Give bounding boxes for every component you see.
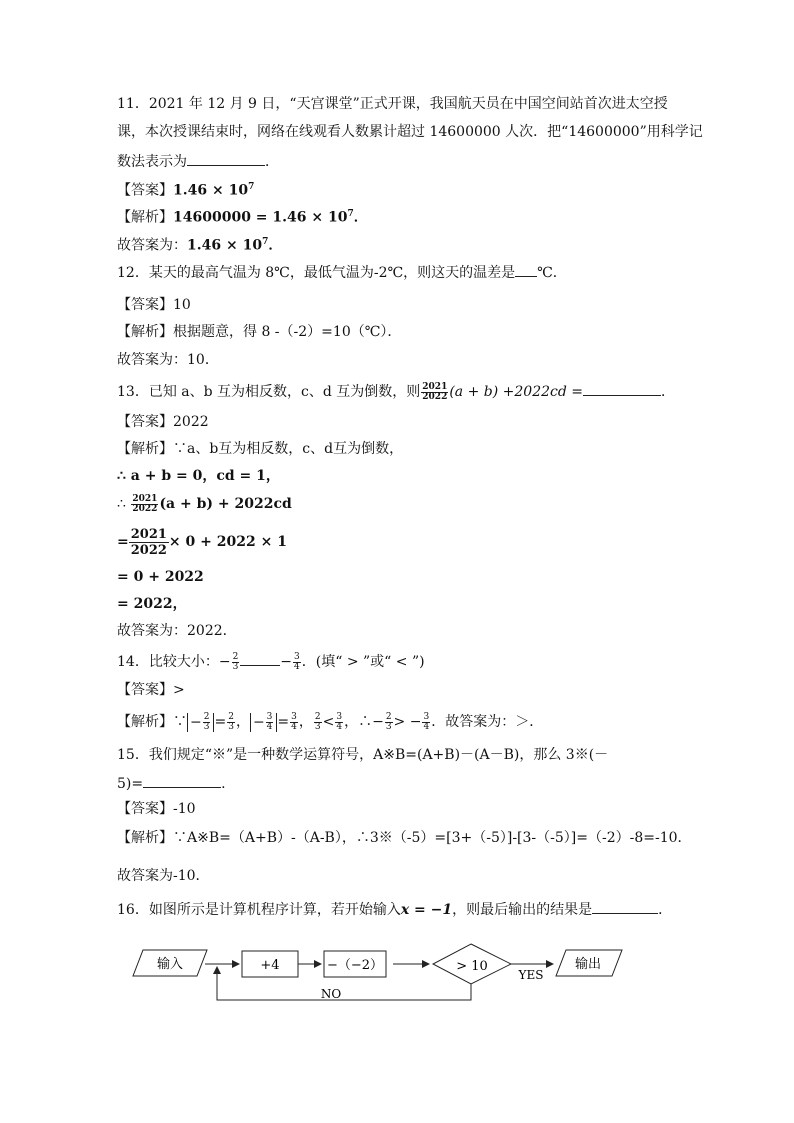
- q11-answer-mantissa: 1.46 × 10: [173, 182, 249, 199]
- analysis-tag: 【解析】: [117, 324, 173, 340]
- q11-stem-line3: 数法表示为 ．: [117, 151, 279, 172]
- q15-conclusion: 故答案为-10．: [117, 868, 210, 884]
- q15-stem-line2: 5)= .: [117, 773, 226, 794]
- flow-output-label: 输出: [574, 957, 602, 972]
- q13-stem-text: 13．已知 a、b 互为相反数，c、d 互为倒数，则: [117, 384, 421, 400]
- q15-answer: [117, 799, 196, 819]
- q13-step2-expr: (a + b) + 2022cd: [159, 496, 292, 512]
- q11-stem-line1: 11．2021 年 12 月 9 日，“天宫课堂”正式开课，我国航天员在中国空间站首次进太空授: [117, 96, 668, 112]
- q13-step2: [117, 494, 292, 514]
- q11-stem-text: 数法表示为: [117, 154, 187, 170]
- analysis-tag: 【解析】: [117, 830, 173, 846]
- q14-analysis: 【解析】∵ − $\frac{2}{3}$ = $\frac{2}{3}$ ， − $\frac{3}{4}$ = $\frac{3}{4}$ ， $\frac{2}{3}$ < $\frac{3}{4}$ ，∴− $\frac{2}{3}$ > − $\frac{3}{4}$ ．故答案为：＞．: [117, 711, 544, 732]
- q11-answer: [117, 177, 254, 201]
- q16-stem-rest: ，则最后输出的结果是: [452, 902, 593, 918]
- q13-stem: 13．已知 a、b 互为相反数，c、d 互为倒数，则 $\frac{2021}{2022}$ (a + b) +2022cd = ．: [117, 381, 675, 402]
- answer-tag: 【答案】: [117, 682, 173, 698]
- flow-yes-label: YES: [518, 968, 544, 982]
- flow-add-label: +4: [260, 958, 280, 973]
- flow-no-label: NO: [320, 987, 342, 1001]
- q15-answer-blank: [143, 773, 221, 788]
- q13-answer: [117, 412, 209, 432]
- answer-tag: 【答案】: [117, 182, 173, 199]
- q11-analysis-expr: 14600000 = 1.46 × 10: [173, 209, 348, 226]
- q12-analysis-text: 根据题意，得 8 -（-2）=10（℃）．: [173, 324, 402, 340]
- q13-answer-value: 2022: [173, 414, 209, 430]
- q13-step3-fraction: $\frac{2021}{2022}$: [130, 526, 167, 558]
- q13-step4: = 0 + 2022: [117, 569, 204, 585]
- analysis-tag: 【解析】: [117, 441, 173, 457]
- q12-unit: ℃．: [537, 265, 567, 281]
- q13-stem-expr: (a + b) +2022cd =: [449, 384, 583, 400]
- q16-answer-blank: [592, 899, 658, 914]
- q13-analysis: [117, 439, 403, 459]
- flow-input-label: 输入: [156, 957, 184, 972]
- q11-conclusion-expr: 1.46 × 10: [187, 237, 263, 254]
- q13-answer-blank: [583, 381, 661, 396]
- q11-stem-line2: 课，本次授课结束时，网络在线观看人数累计超过 14600000 人次．把“14600000”用科学记: [117, 124, 703, 140]
- q13-step1: ∴ a + b = 0，cd = 1，: [117, 468, 280, 484]
- q11-answer-blank: [187, 151, 265, 166]
- flow-sub-label: −（−2）: [326, 958, 384, 973]
- q11-answer-exponent: 7: [248, 182, 255, 192]
- q16-stem-text: 16．如图所示是计算机程序计算，若开始输入: [117, 902, 401, 918]
- analysis-tag: 【解析】: [117, 209, 173, 226]
- q12-analysis: [117, 322, 401, 342]
- q13-analysis-text: ∵a、b互为相反数，c、d互为倒数，: [173, 441, 404, 457]
- therefore-symbol: ∴: [117, 496, 126, 512]
- q12-stem: [117, 262, 567, 283]
- q11-conclusion-exponent: 7: [262, 237, 269, 247]
- q15-analysis-text: ∵A※B=（A+B）-（A-B），∴3※（-5）=[3+（-5）]-[3-（-5）]=（-2）-8=-10．: [173, 830, 692, 846]
- conclusion-prefix: 故答案为：: [117, 237, 187, 254]
- q12-conclusion: 故答案为：10．: [117, 352, 219, 368]
- q14-answer: [117, 680, 185, 700]
- q13-step3: = $\frac{2021}{2022}$ × 0 + 2022 × 1: [117, 526, 287, 558]
- q11-analysis-exponent: 7: [347, 209, 354, 219]
- flow-condition-label: > 10: [456, 959, 488, 974]
- q14-analysis-conclusion: ．故答案为：＞．: [431, 714, 544, 730]
- q14-frac-b: $\frac{3}{4}$: [294, 651, 300, 672]
- q15-stem-text: 5)=: [117, 776, 144, 792]
- q16-input-expr: x = −1: [400, 902, 453, 918]
- q14-stem: 14．比较大小：− $\frac{2}{3}$ − $\frac{3}{4}$ ．(填“ > ”或“ < ”): [117, 651, 425, 672]
- q12-answer-value: 10: [173, 297, 191, 313]
- analysis-tag: 【解析】: [117, 714, 173, 730]
- q13-fraction: $\frac{2021}{2022}$: [422, 381, 448, 402]
- answer-tag: 【答案】: [117, 414, 173, 430]
- q16-flowchart: [125, 940, 645, 1010]
- q14-frac-a: $\frac{2}{3}$: [232, 651, 239, 672]
- q13-step3-expr: × 0 + 2022 × 1: [168, 534, 287, 550]
- q12-answer: [117, 295, 191, 315]
- q15-answer-value: -10: [173, 801, 196, 817]
- q14-stem-text: 14．比较大小：: [117, 654, 219, 670]
- q14-hint: ．(填“ > ”或“ < ”): [301, 654, 425, 670]
- q16-stem: 16．如图所示是计算机程序计算，若开始输入x = −1，则最后输出的结果是 ．: [117, 899, 672, 920]
- q13-conclusion: 故答案为：2022．: [117, 623, 237, 639]
- q15-analysis: [117, 828, 692, 848]
- q14-answer-blank: [240, 651, 280, 666]
- answer-tag: 【答案】: [117, 297, 173, 313]
- q14-answer-value: >: [173, 682, 185, 698]
- q11-analysis: 【解析】$14600000 = 1.46 \times 10^7$．: [117, 209, 368, 226]
- q15-stem-line1: 15．我们规定“※”是一种数学运算符号，A※B=(A+B)－(A－B)，那么 3※(－: [117, 747, 609, 763]
- q12-stem-text: 12．某天的最高气温为 8℃，最低气温为-2℃，则这天的温差是: [117, 265, 516, 281]
- q13-step5: = 2022，: [117, 596, 187, 612]
- q12-answer-blank: [515, 262, 537, 277]
- q13-step2-fraction: $\frac{2021}{2022}$: [132, 493, 158, 514]
- q11-conclusion: 故答案为：$1.46 \times 10^7$．: [117, 237, 283, 254]
- answer-tag: 【答案】: [117, 801, 173, 817]
